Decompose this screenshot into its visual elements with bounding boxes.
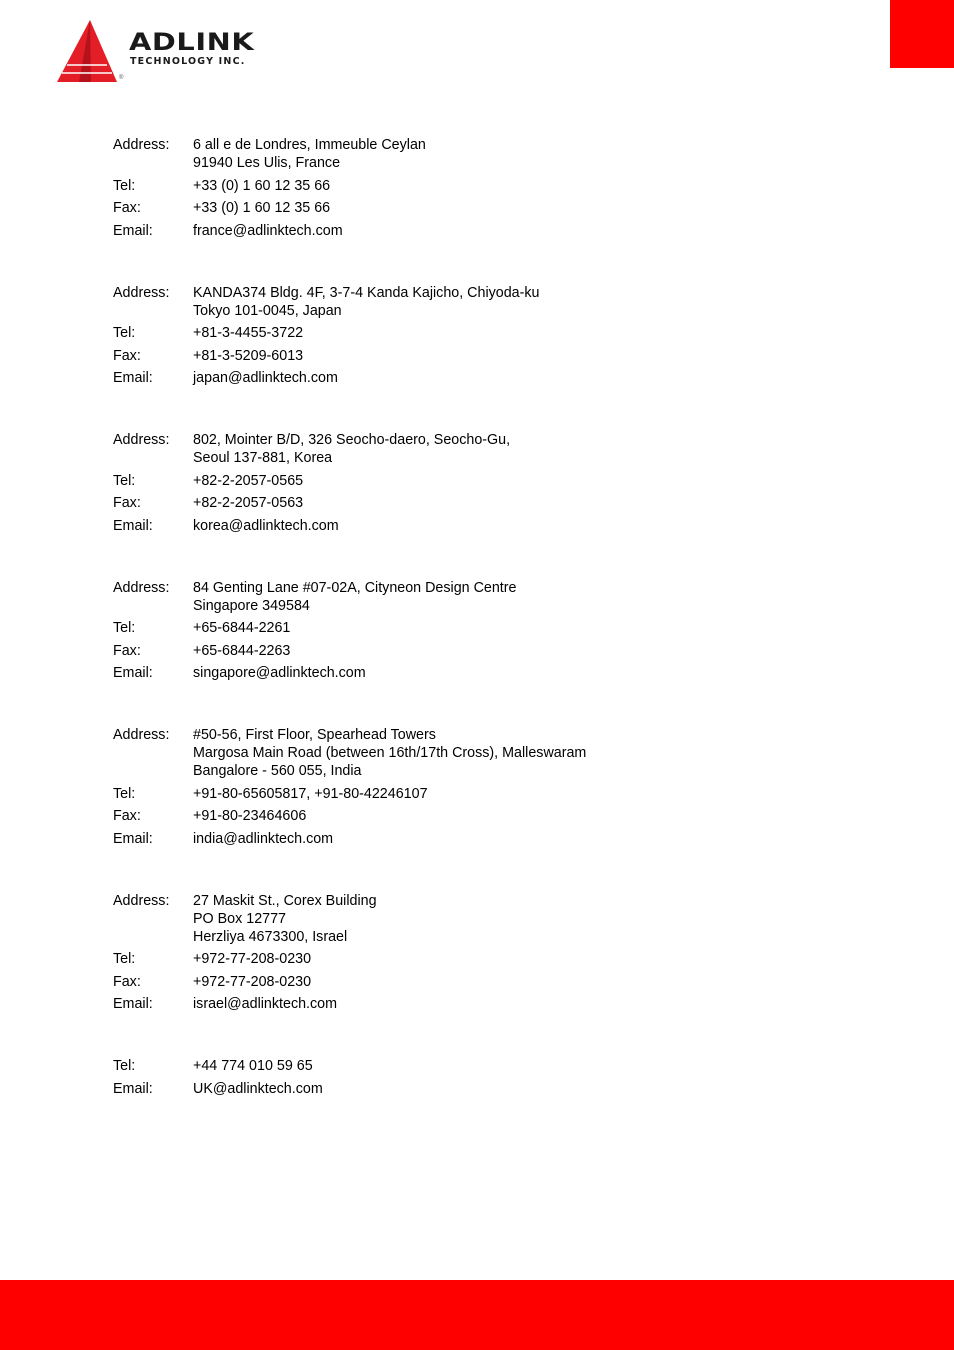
contact-line: +81-3-5209-6013 — [193, 347, 304, 364]
contact-row — [113, 807, 813, 825]
corner-tab-marker — [890, 0, 954, 68]
office-contact-block — [113, 136, 813, 240]
contact-line: 84 Genting Lane #07-02A, Cityneon Design Centre — [193, 579, 517, 596]
contact-row — [113, 642, 813, 660]
contact-row — [113, 431, 813, 467]
contact-label: Email: — [113, 370, 153, 386]
contact-label: Address: — [113, 579, 170, 596]
contact-label: Address: — [113, 284, 170, 301]
company-logo — [57, 18, 277, 86]
contact-row — [113, 472, 813, 490]
contact-value — [193, 619, 813, 637]
contact-value — [193, 807, 813, 825]
contact-value — [193, 284, 813, 320]
email-link[interactable]: korea@adlinktech.com — [193, 517, 339, 534]
contact-label: Tel: — [113, 620, 136, 636]
contact-label: Address: — [113, 727, 170, 743]
office-contact-block — [113, 1057, 813, 1098]
contact-row — [113, 324, 813, 342]
contact-row — [113, 995, 813, 1013]
contact-line: +972-77-208-0230 — [193, 951, 312, 967]
logo-tagline: TECHNOLOGY INC. — [130, 56, 246, 67]
contact-line: +91-80-23464606 — [193, 808, 307, 824]
contact-value — [193, 347, 813, 365]
email-link[interactable]: india@adlinktech.com — [193, 830, 334, 847]
contact-line: +972-77-208-0230 — [193, 973, 312, 990]
contact-label: Email: — [113, 665, 153, 681]
contact-value — [193, 1080, 813, 1098]
registered-mark: ® — [119, 75, 124, 81]
contact-line: +82-2-2057-0563 — [193, 495, 304, 511]
contact-label: Fax: — [113, 642, 141, 659]
contact-line: +33 (0) 1 60 12 35 66 — [193, 177, 331, 194]
email-link[interactable]: UK@adlinktech.com — [193, 1080, 323, 1097]
contact-label: Tel: — [113, 472, 136, 489]
contact-line: 6 all e de Londres, Immeuble Ceylan — [193, 137, 426, 153]
contact-label: Fax: — [113, 495, 141, 511]
contact-line: 91940 Les Ulis, France — [193, 155, 341, 171]
contact-row — [113, 785, 813, 803]
contact-label: Email: — [113, 830, 153, 847]
office-contact-block — [113, 284, 813, 388]
email-link[interactable]: singapore@adlinktech.com — [193, 665, 366, 681]
contact-row — [113, 579, 813, 615]
contact-label: Tel: — [113, 951, 136, 967]
contact-value — [193, 892, 813, 946]
contact-value — [193, 472, 813, 490]
contact-label: Fax: — [113, 347, 141, 364]
contact-value — [193, 222, 813, 240]
contact-line: Herzliya 4673300, Israel — [193, 928, 348, 945]
contact-label: Email: — [113, 517, 153, 534]
contact-line: Margosa Main Road (between 16th/17th Cross), Malleswaram — [193, 745, 587, 761]
contact-value — [193, 494, 813, 512]
contact-row — [113, 664, 813, 682]
contact-row — [113, 347, 813, 365]
contact-label: Email: — [113, 222, 153, 239]
contact-value — [193, 726, 813, 780]
pyramid-logo-icon — [57, 18, 127, 86]
contact-value — [193, 995, 813, 1013]
contact-label: Email: — [113, 1080, 153, 1097]
contact-row — [113, 619, 813, 637]
contact-value — [193, 136, 813, 172]
contact-label: Fax: — [113, 808, 141, 824]
contact-line: Seoul 137-881, Korea — [193, 450, 333, 466]
contact-row — [113, 1080, 813, 1098]
contact-row — [113, 222, 813, 240]
contact-row — [113, 284, 813, 320]
contact-line: +44 774 010 59 65 — [193, 1058, 313, 1074]
contact-label: Fax: — [113, 973, 141, 990]
email-link[interactable]: israel@adlinktech.com — [193, 996, 338, 1012]
contact-line: 802, Mointer B/D, 326 Seocho-daero, Seocho-Gu, — [193, 432, 511, 448]
contact-row — [113, 950, 813, 968]
contact-label: Email: — [113, 996, 153, 1012]
contact-line: 27 Maskit St., Corex Building — [193, 892, 377, 909]
contact-value — [193, 642, 813, 660]
email-link[interactable]: japan@adlinktech.com — [193, 370, 338, 386]
contact-label: Tel: — [113, 177, 136, 194]
contact-line: Singapore 349584 — [193, 597, 310, 614]
contact-value — [193, 950, 813, 968]
contact-label: Address: — [113, 432, 170, 448]
contact-line: +81-3-4455-3722 — [193, 325, 304, 341]
contact-line: +33 (0) 1 60 12 35 66 — [193, 200, 331, 216]
contact-row — [113, 892, 813, 946]
contact-list — [113, 136, 813, 1142]
contact-row — [113, 830, 813, 848]
contact-value — [193, 1057, 813, 1075]
contact-value — [193, 785, 813, 803]
contact-value — [193, 973, 813, 991]
contact-value — [193, 517, 813, 535]
contact-label: Tel: — [113, 785, 136, 802]
contact-row — [113, 177, 813, 195]
contact-line: #50-56, First Floor, Spearhead Towers — [193, 727, 436, 743]
contact-value — [193, 369, 813, 387]
contact-line: KANDA374 Bldg. 4F, 3-7-4 Kanda Kajicho, Chiyoda-ku — [193, 284, 540, 301]
contact-line: +82-2-2057-0565 — [193, 472, 304, 489]
contact-value — [193, 431, 813, 467]
office-contact-block — [113, 431, 813, 535]
email-link[interactable]: france@adlinktech.com — [193, 222, 343, 239]
footer-bar — [0, 1280, 954, 1350]
contact-row — [113, 494, 813, 512]
contact-label: Address: — [113, 892, 170, 909]
contact-line: +65-6844-2261 — [193, 620, 291, 636]
contact-label: Fax: — [113, 200, 141, 216]
contact-value — [193, 199, 813, 217]
contact-row — [113, 199, 813, 217]
contact-row — [113, 136, 813, 172]
contact-row — [113, 1057, 813, 1075]
contact-value — [193, 830, 813, 848]
contact-row — [113, 973, 813, 991]
contact-row — [113, 517, 813, 535]
contact-row — [113, 369, 813, 387]
contact-line: Tokyo 101-0045, Japan — [193, 302, 342, 319]
logo-wordmark: ADLINK — [129, 28, 255, 56]
contact-label: Tel: — [113, 1058, 136, 1074]
contact-value — [193, 579, 813, 615]
office-contact-block — [113, 579, 813, 683]
contact-line: +65-6844-2263 — [193, 642, 291, 659]
contact-value — [193, 664, 813, 682]
contact-row — [113, 726, 813, 780]
contact-label: Tel: — [113, 325, 136, 341]
contact-line: +91-80-65605817, +91-80-42246107 — [193, 785, 428, 802]
contact-line: Bangalore - 560 055, India — [193, 763, 362, 779]
contact-line: PO Box 12777 — [193, 910, 286, 927]
office-contact-block — [113, 892, 813, 1014]
contact-label: Address: — [113, 137, 170, 153]
office-contact-block — [113, 726, 813, 848]
contact-value — [193, 324, 813, 342]
contact-value — [193, 177, 813, 195]
